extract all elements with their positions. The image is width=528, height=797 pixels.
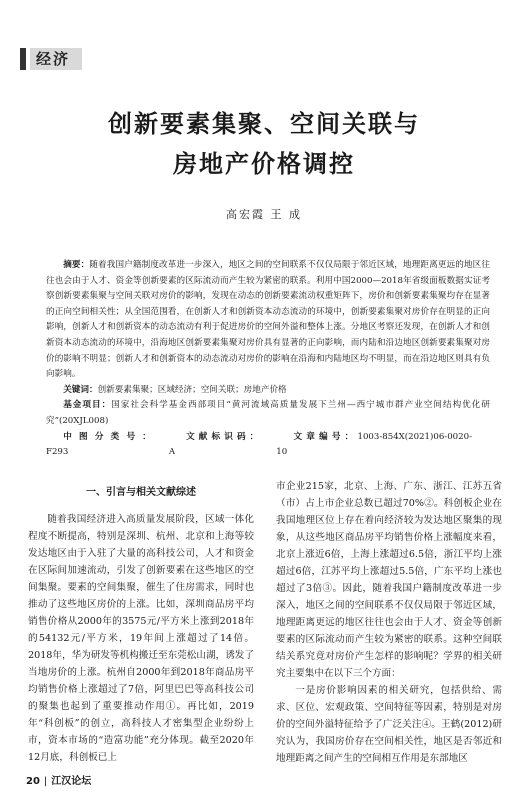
page-footer bbox=[26, 772, 91, 787]
fund-label: 基金项目： bbox=[63, 400, 112, 411]
abstract-text: 随着我国户籍制度改革进一步深入，地区之间的空间联系不仅仅局限于邻近区域，地理距离更远的地区往往也会由于人才、资金等创新要素的区际流动而产生较为紧密的联系。利用中国2000—2018年省级面板数据实证考察创新要素集聚与空间关联对房价的影响，发现在动态的创新要素流动权重矩阵下，房价和创新要素集聚均存在显著的正向空间相关性；从全国范围看，在创新人才和创新资本动态流动的环境中，创新要素集聚对房价存在明显的正向影响，创新人才和创新资本的动态流动有利于促进房价的空间外溢和整体上涨。分地区考察还发现，在创新人才和创新资本动态流动的环境中，沿海地区创新要素集聚对房价具有显著的正向影响，而内陆和沿边地区创新要素集聚对房价的影响不明显；创新人才和创新资本的动态流动对房价的影响在沿海和内陆地区均不明显，而在沿边地区则具有负向影响。 bbox=[46, 260, 490, 380]
article-number bbox=[276, 430, 472, 461]
authors: 高宏霞 王 成 bbox=[226, 208, 302, 221]
article-value: 1003-854X(2021)06-0020-10 bbox=[276, 431, 472, 458]
fund bbox=[46, 398, 490, 429]
left-column bbox=[28, 484, 254, 766]
page-number: 20 bbox=[26, 776, 40, 787]
right-column-paragraph-2: 一是房价影响因素的相关研究，包括供给、需求、区位、宏观政策、空间特征等因素，特别是对房价的空间外溢特征给予了广泛关注④。王鹤(2012)研究认为，我国房价存在空间相关性，地区是否邻近和地理距离之间产生的空间相互作用是东部地区 bbox=[276, 685, 502, 764]
keywords-text: 创新要素集聚；区域经济；空间关联；房地产价格 bbox=[97, 384, 287, 395]
doc-label: 文献标识码： bbox=[186, 431, 259, 442]
section-tag-bar bbox=[20, 48, 26, 70]
clc-value: F293 bbox=[46, 447, 69, 458]
right-column bbox=[276, 478, 502, 767]
article-title bbox=[0, 104, 528, 184]
article-title-line1: 创新要素集聚、空间关联与 bbox=[108, 109, 420, 138]
left-column-paragraph: 随着我国经济进入高质量发展阶段，区域一体化程度不断提高，特别是深圳、杭州、北京和上海等较发达地区由于入驻了大量的高科技公司，人才和资金在区际间加速流动，引发了创新要素在这些地区的空间集聚。要素的空间集聚，催生了住房需求，同时也推动了这些地区房价的上涨。比如，深圳商品房平均销售价格从2000年的3575元/平方米上涨到2018年的54132元/平方米，19年间上涨超过了14倍。2018年，华为研发等机构搬迁至东莞松山湖，诱发了当地房价的上涨。杭州自2000年到2018年商品房平均销售价格上涨超过了7倍，阿里巴巴等高科技公司的聚集也起到了重要推动作用①。再比如，2019年“科创板”的创立，高科技人才密集型企业纷纷上市，资本市场的“造富功能”充分体现。截至2020年12月底，科创板已上 bbox=[28, 514, 254, 763]
keywords bbox=[46, 383, 490, 399]
abstract-block bbox=[46, 258, 490, 461]
section-tag-label: 经济 bbox=[30, 48, 82, 70]
classification-row bbox=[46, 430, 490, 461]
right-column-paragraph-1: 市企业215家，北京、上海、广东、浙江、江苏五省（市）占上市企业总数已超过70%②。科创板企业在我国地理区位上存在着向经济较为发达地区聚集的现象，从这些地区商品房平均销售价格上涨幅度来看，北京上涨近6倍，上海上涨超过6.5倍，浙江平均上涨超过6倍，江苏平均上涨超过5.5倍，广东平均上涨也超过了3倍③。因此，随着我国户籍制度改革进一步深入，地区之间的空间联系不仅仅局限于邻近区域，地理距离更远的地区往往也会由于人才、资金等创新要素的区际流动而产生较为紧密的联系。这种空间联结关系究竟对房价产生怎样的影响呢？学界的相关研究主要集中在以下三个方面： bbox=[276, 481, 502, 679]
article-title-line2: 房地产价格调控 bbox=[173, 149, 355, 178]
fund-text: 国家社会科学基金西部项目“黄河流域高质量发展下兰州—西宁城市群产业空间结构优化研究”(20XJL008) bbox=[46, 400, 490, 426]
clc-label: 中图分类号： bbox=[63, 431, 151, 442]
abstract-label: 摘要： bbox=[63, 260, 90, 270]
footer-separator: | bbox=[43, 776, 48, 787]
doc-code bbox=[169, 430, 258, 461]
keywords-label: 关键词： bbox=[63, 384, 98, 395]
doc-value: A bbox=[168, 447, 176, 458]
clc bbox=[46, 430, 151, 461]
journal-name: 江汉论坛 bbox=[51, 776, 92, 787]
article-label: 文章编号： bbox=[293, 431, 358, 442]
section-tag bbox=[20, 48, 82, 70]
abstract bbox=[46, 258, 490, 383]
section1-heading: 一、引言与相关文献综述 bbox=[86, 487, 196, 498]
